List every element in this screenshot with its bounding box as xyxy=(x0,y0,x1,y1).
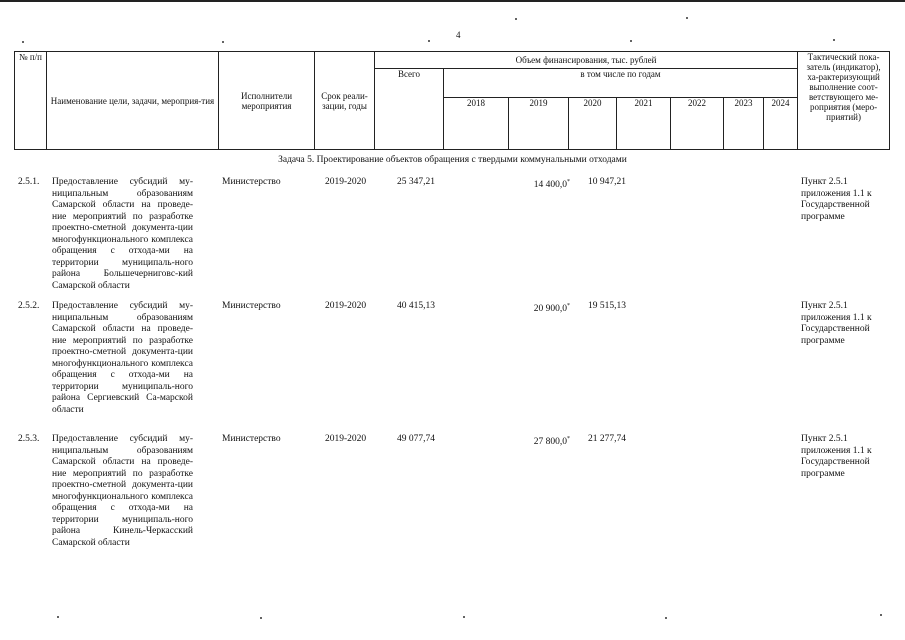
row-executor: Министерство xyxy=(222,301,281,311)
header-year-2019: 2019 xyxy=(509,98,569,150)
scan-speck xyxy=(833,39,835,41)
header-num: № п/п xyxy=(15,52,47,150)
row-2019-value: 20 900,0* xyxy=(533,303,570,315)
scan-speck xyxy=(686,17,688,19)
row-executor: Министерство xyxy=(222,434,281,444)
row-2020-value: 19 515,13 xyxy=(588,301,626,311)
scan-speck xyxy=(57,616,59,618)
header-year-2024: 2024 xyxy=(764,98,798,150)
row-total: 49 077,74 xyxy=(397,434,435,444)
footnote-mark: * xyxy=(567,179,570,185)
header-year-2022: 2022 xyxy=(671,98,724,150)
header-table xyxy=(14,51,890,150)
row-total: 40 415,13 xyxy=(397,301,435,311)
header-year-2020: 2020 xyxy=(569,98,617,150)
row-number: 2.5.1. xyxy=(18,177,40,187)
row-2020-value: 10 947,21 xyxy=(588,177,626,187)
top-border-line xyxy=(0,0,905,2)
row-2019-value: 27 800,0* xyxy=(533,436,570,448)
row-2020-value: 21 277,74 xyxy=(588,434,626,444)
header-year-2018: 2018 xyxy=(444,98,509,150)
scan-speck xyxy=(260,617,262,619)
header-year-2021: 2021 xyxy=(617,98,671,150)
row-indicator: Пункт 2.5.1 приложения 1.1 к Государственной программе xyxy=(801,301,872,346)
scan-speck xyxy=(880,614,882,616)
row-indicator: Пункт 2.5.1 приложения 1.1 к Государственной программе xyxy=(801,434,872,479)
header-funding: Объем финансирования, тыс. рублей xyxy=(375,52,798,69)
header-indicator: Тактический пока-затель (индикатор), ха-рактеризующий выполнение соот-ветствующего ме-роприятия (меро-приятий) xyxy=(798,52,890,150)
scan-speck xyxy=(665,617,667,619)
row-term: 2019-2020 xyxy=(325,434,367,444)
scan-speck xyxy=(463,616,465,618)
page-number: 4 xyxy=(456,30,461,40)
header-executors: Исполнители мероприятия xyxy=(219,52,315,150)
footnote-mark: * xyxy=(567,303,570,309)
header-year-2023: 2023 xyxy=(724,98,764,150)
scan-speck xyxy=(630,40,632,42)
row-description: Предоставление субсидий му-ниципальным образованиям Самарской области на проведе-ние мероприятий по разработке проектно-сметной документа-ции многофункционального комплекса обращения с отхода-ми на территории муниципаль-ного района Сергиевский Са-марской области xyxy=(52,301,193,415)
row-description: Предоставление субсидий му-ниципальным образованиям Самарской области на проведе-ние мероприятий по разработке проектно-сметной документа-ции многофункционального комплекса обращения с отхода-ми на территории муниципаль-ного района Кинель-Черкасский Самарской области xyxy=(52,434,193,548)
header-by-years: в том числе по годам xyxy=(444,69,798,98)
row-2019-value: 14 400,0* xyxy=(533,179,570,191)
scan-speck xyxy=(222,41,224,43)
scan-speck xyxy=(515,18,517,20)
task-title: Задача 5. Проектирование объектов обращения с твердыми коммунальными отходами xyxy=(278,155,627,165)
header-total: Всего xyxy=(375,69,444,150)
footnote-mark: * xyxy=(567,436,570,442)
row-term: 2019-2020 xyxy=(325,301,367,311)
row-number: 2.5.3. xyxy=(18,434,40,444)
row-number: 2.5.2. xyxy=(18,301,40,311)
row-total: 25 347,21 xyxy=(397,177,435,187)
scan-speck xyxy=(428,40,430,42)
row-term: 2019-2020 xyxy=(325,177,367,187)
header-name: Наименование цели, задачи, мероприя-тия xyxy=(47,52,219,150)
row-executor: Министерство xyxy=(222,177,281,187)
row-indicator: Пункт 2.5.1 приложения 1.1 к Государственной программе xyxy=(801,177,872,222)
row-description: Предоставление субсидий му-ниципальным образованиям Самарской области на проведе-ние мероприятий по разработке проектно-сметной документа-ции многофункционального комплекса обращения с отхода-ми на территории муниципаль-ного района Большечерниговс-кий Самарской области xyxy=(52,177,193,291)
header-term: Срок реали-зации, годы xyxy=(315,52,375,150)
scan-speck xyxy=(22,41,24,43)
